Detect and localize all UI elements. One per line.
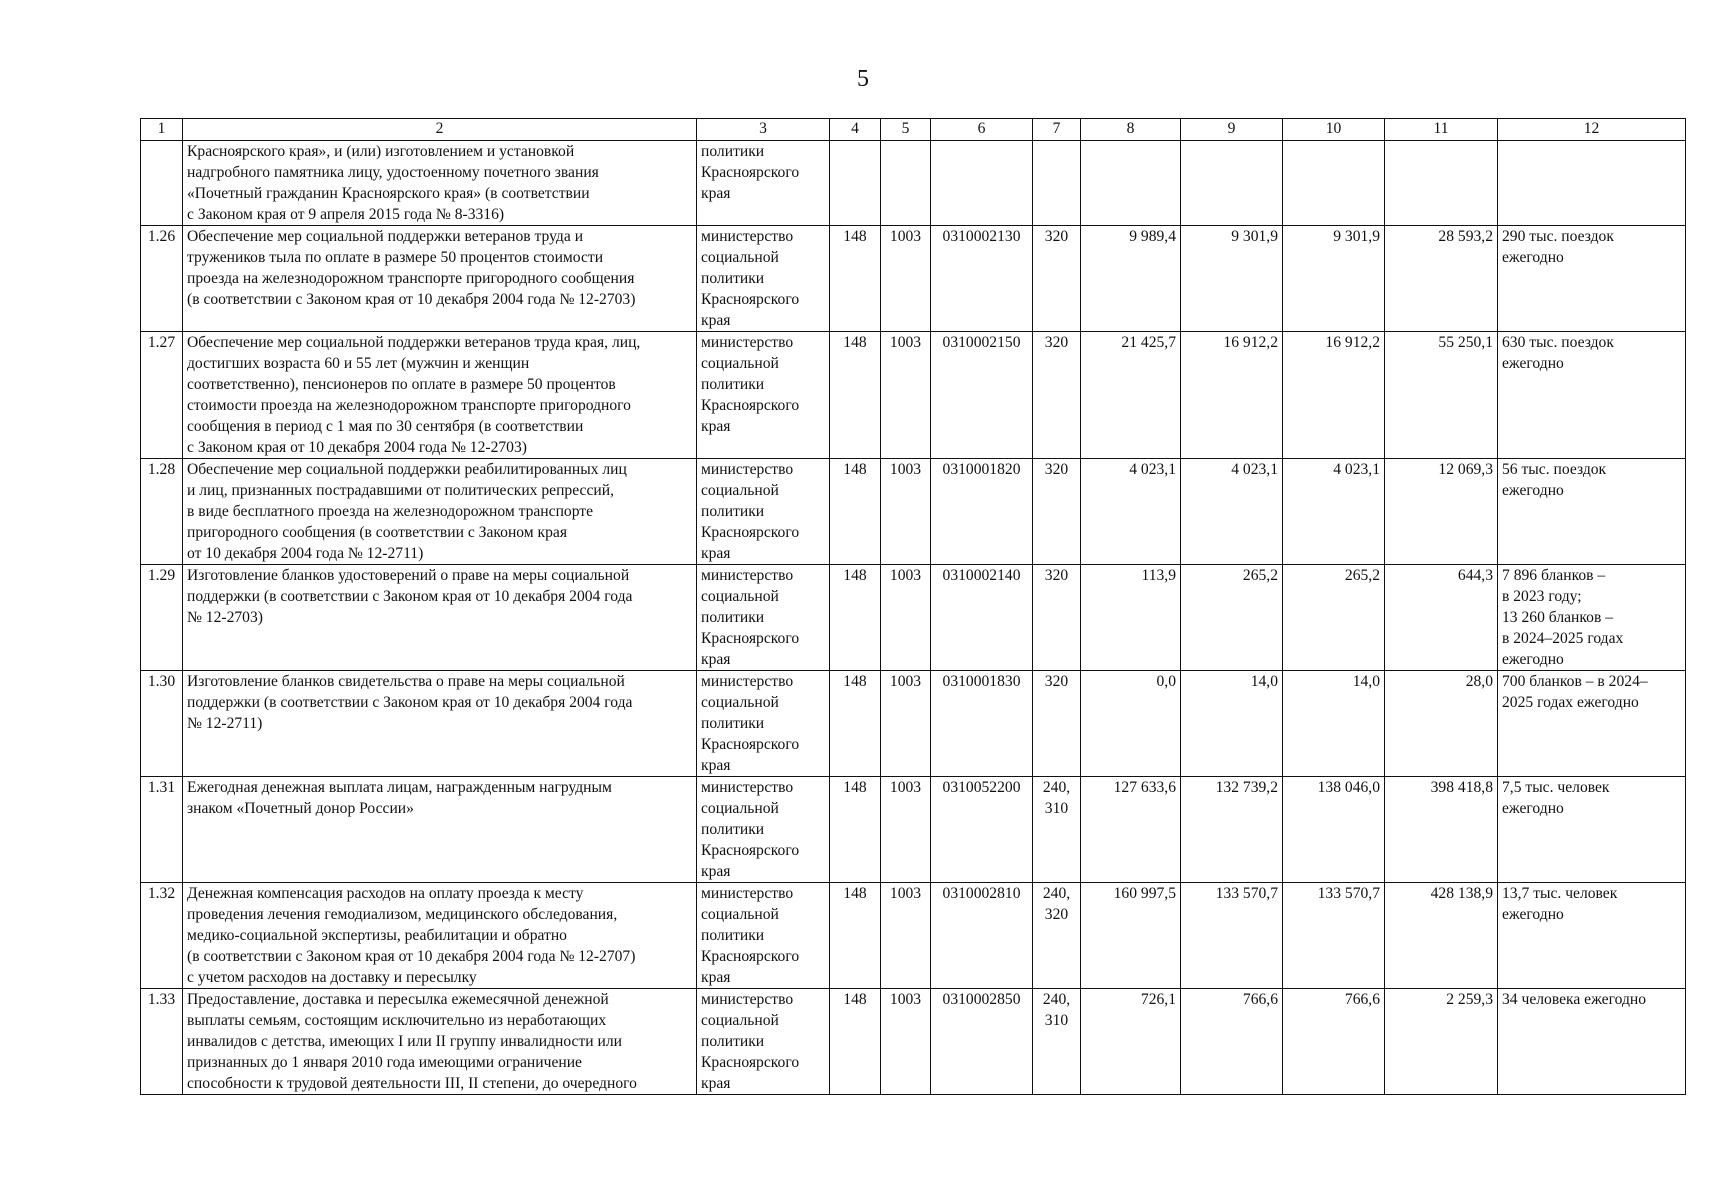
amount-2024: 132 739,2 [1181,777,1283,883]
responsible-org-line: политики [701,503,765,520]
measure-name-line: поддержки (в соответствии с Законом края от 10 декабря 2004 года [187,588,633,605]
code-target-article: 0310002150 [931,332,1033,459]
responsible-org-line: социальной [701,800,779,817]
amount-2023: 4 023,1 [1081,459,1181,565]
measure-name-line: с учетом расходов на доставку и пересылку [187,969,477,986]
code-expense-type [1033,459,1081,565]
responsible-org-line: края [701,312,731,329]
responsible-org-cell [697,883,830,989]
amount-2024: 16 912,2 [1181,332,1283,459]
measure-name-line: поддержки (в соответствии с Законом края от 10 декабря 2004 года [187,694,633,711]
measure-name-line: (в соответствии с Законом края от 10 декабря 2004 года № 12-2707) [187,948,636,965]
measure-name-line: Красноярского края», и (или) изготовлением и установкой [187,143,575,160]
code-expense-type [1033,671,1081,777]
measure-name-line: стоимости проезда на железнодорожном транспорте пригородного [187,397,631,414]
responsible-org-cell [697,459,830,565]
code-gad: 148 [830,989,881,1095]
responsible-org-line: министерство [701,228,794,245]
code-gad: 148 [830,332,881,459]
expected-result-cell [1498,459,1686,565]
code-section: 1003 [881,883,931,989]
measure-name-line: проезда на железнодорожном транспорте пригородного сообщения [187,270,635,287]
responsible-org-line: политики [701,821,765,838]
amount-2025: 766,6 [1283,989,1385,1095]
row-number: 1.30 [141,671,183,777]
amount-2023: 127 633,6 [1081,777,1181,883]
row-number: 1.26 [141,226,183,332]
column-number-5: 5 [881,119,931,141]
amount-2024 [1181,141,1283,226]
column-number-10: 10 [1283,119,1385,141]
amount-total: 398 418,8 [1385,777,1498,883]
amount-2023: 0,0 [1081,671,1181,777]
amount-2025: 4 023,1 [1283,459,1385,565]
expected-result-line: 700 бланков – в 2024– [1502,673,1648,690]
expense-type-line: 320 [1044,567,1069,584]
measure-name-line: от 10 декабря 2004 года № 12-2711) [187,545,424,562]
measure-name-line: Обеспечение мер социальной поддержки реабилитированных лиц [187,461,627,478]
expected-result-line: 290 тыс. поездок [1502,228,1614,245]
table-row [141,883,1686,989]
table-row [141,332,1686,459]
measure-name-cell [183,141,697,226]
amount-2024: 265,2 [1181,565,1283,671]
row-number: 1.31 [141,777,183,883]
measure-name-line: пригородного сообщения (в соответствии с Законом края [187,524,568,541]
responsible-org-line: Красноярского [701,164,800,181]
expense-type-line: 240, [1042,885,1071,902]
amount-2023: 9 989,4 [1081,226,1181,332]
code-expense-type [1033,332,1081,459]
code-target-article: 0310002850 [931,989,1033,1095]
amount-2023: 160 997,5 [1081,883,1181,989]
code-gad [830,141,881,226]
expected-result-line: 2025 годах ежегодно [1502,694,1639,711]
expected-result-cell [1498,777,1686,883]
expense-type-line: 320 [1044,228,1069,245]
responsible-org-line: министерство [701,885,794,902]
table-row [141,671,1686,777]
code-target-article: 0310001820 [931,459,1033,565]
amount-total: 55 250,1 [1385,332,1498,459]
column-number-6: 6 [931,119,1033,141]
amount-total [1385,141,1498,226]
expected-result-line: в 2023 году; [1502,588,1582,605]
code-section: 1003 [881,777,931,883]
measure-name-line: Денежная компенсация расходов на оплату проезда к месту [187,885,584,902]
responsible-org-line: Красноярского [701,524,800,541]
amount-2025: 133 570,7 [1283,883,1385,989]
expense-type-line: 320 [1044,334,1069,351]
measure-name-line: знаком «Почетный донор России» [187,800,414,817]
amount-2025: 265,2 [1283,565,1385,671]
page-number: 5 [857,66,869,92]
code-target-article: 0310002140 [931,565,1033,671]
responsible-org-line: социальной [701,588,779,605]
measure-name-line: в виде бесплатного проезда на железнодорожном транспорте [187,503,594,520]
table-row [141,989,1686,1095]
amount-2023 [1081,141,1181,226]
responsible-org-line: политики [701,143,765,160]
amount-2024: 14,0 [1181,671,1283,777]
measure-name-line: Изготовление бланков удостоверений о праве на меры социальной [187,567,630,584]
measure-name-line: сообщения в период с 1 мая по 30 сентября (в соответствии [187,418,584,435]
row-number: 1.28 [141,459,183,565]
amount-2025: 138 046,0 [1283,777,1385,883]
code-target-article: 0310002130 [931,226,1033,332]
measure-name-cell [183,989,697,1095]
measure-name-line: с Законом края от 9 апреля 2015 года № 8-3316) [187,206,505,223]
amount-total: 428 138,9 [1385,883,1498,989]
responsible-org-line: социальной [701,906,779,923]
measure-name-line: Обеспечение мер социальной поддержки ветеранов труда края, лиц, [187,334,641,351]
responsible-org-line: Красноярского [701,736,800,753]
code-gad: 148 [830,459,881,565]
table-body [141,141,1686,1095]
measure-name-line: тружеников тыла по оплате в размере 50 процентов стоимости [187,249,604,266]
responsible-org-line: политики [701,609,765,626]
responsible-org-line: социальной [701,1012,779,1029]
amount-2024: 4 023,1 [1181,459,1283,565]
responsible-org-cell [697,777,830,883]
responsible-org-cell [697,671,830,777]
amount-total: 2 259,3 [1385,989,1498,1095]
responsible-org-line: края [701,863,731,880]
responsible-org-line: края [701,545,731,562]
expected-result-cell [1498,565,1686,671]
responsible-org-cell [697,332,830,459]
measure-name-line: способности к трудовой деятельности III, II степени, до очередного [187,1075,637,1092]
measure-name-cell [183,777,697,883]
expected-result-line: 13 260 бланков – [1502,609,1614,626]
column-number-11: 11 [1385,119,1498,141]
responsible-org-line: политики [701,715,765,732]
column-number-row [141,119,1686,141]
code-expense-type [1033,777,1081,883]
responsible-org-line: края [701,418,731,435]
amount-2024: 133 570,7 [1181,883,1283,989]
expected-result-line: ежегодно [1502,249,1564,266]
expected-result-cell [1498,226,1686,332]
code-gad: 148 [830,671,881,777]
code-section: 1003 [881,459,931,565]
responsible-org-cell [697,989,830,1095]
expected-result-line: 13,7 тыс. человек [1502,885,1618,902]
code-gad: 148 [830,226,881,332]
measure-name-line: Предоставление, доставка и пересылка ежемесячной денежной [187,991,609,1008]
expected-result-line: ежегодно [1502,800,1564,817]
row-number: 1.32 [141,883,183,989]
amount-2025: 9 301,9 [1283,226,1385,332]
measure-name-cell [183,226,697,332]
measure-name-line: медико-социальной экспертизы, реабилитации и обратно [187,927,567,944]
amount-total: 12 069,3 [1385,459,1498,565]
responsible-org-line: министерство [701,673,794,690]
responsible-org-cell [697,141,830,226]
measure-name-line: инвалидов с детства, имеющих I или II группу инвалидности или [187,1033,623,1050]
expected-result-cell [1498,671,1686,777]
row-number: 1.27 [141,332,183,459]
code-expense-type [1033,226,1081,332]
measure-name-cell [183,459,697,565]
table-row [141,226,1686,332]
code-target-article: 0310001830 [931,671,1033,777]
expected-result-line: 630 тыс. поездок [1502,334,1614,351]
measure-name-line: соответственно), пенсионеров по оплате в размере 50 процентов [187,376,616,393]
expected-result-line: ежегодно [1502,355,1564,372]
expense-type-line: 310 [1044,800,1069,817]
amount-2024: 9 301,9 [1181,226,1283,332]
responsible-org-line: социальной [701,694,779,711]
code-target-article: 0310052200 [931,777,1033,883]
column-number-4: 4 [830,119,881,141]
column-number-8: 8 [1081,119,1181,141]
measure-name-line: признанных до 1 января 2010 года имеющими ограничение [187,1054,582,1071]
responsible-org-line: края [701,969,731,986]
amount-2023: 113,9 [1081,565,1181,671]
expected-result-line: 7,5 тыс. человек [1502,779,1610,796]
code-target-article: 0310002810 [931,883,1033,989]
responsible-org-line: края [701,757,731,774]
table-header [141,119,1686,141]
responsible-org-line: министерство [701,567,794,584]
code-gad: 148 [830,883,881,989]
expected-result-cell [1498,141,1686,226]
expected-result-line: 34 человека ежегодно [1502,991,1647,1008]
responsible-org-line: политики [701,376,765,393]
measure-name-line: проведения лечения гемодиализом, медицинского обследования, [187,906,618,923]
responsible-org-line: социальной [701,355,779,372]
code-expense-type [1033,141,1081,226]
column-number-7: 7 [1033,119,1081,141]
expense-type-line: 240, [1042,779,1071,796]
responsible-org-line: Красноярского [701,630,800,647]
expected-result-line: в 2024–2025 годах [1502,630,1624,647]
column-number-1: 1 [141,119,183,141]
measure-name-cell [183,565,697,671]
code-target-article [931,141,1033,226]
table-row [141,459,1686,565]
row-number [141,141,183,226]
measure-name-line: «Почетный гражданин Красноярского края» (в соответствии [187,185,590,202]
measure-name-line: № 12-2711) [187,715,263,732]
measure-name-line: Обеспечение мер социальной поддержки ветеранов труда и [187,228,584,245]
amount-total: 644,3 [1385,565,1498,671]
responsible-org-line: политики [701,927,765,944]
measure-name-line: № 12-2703) [187,609,263,626]
expected-result-line: ежегодно [1502,906,1564,923]
code-section: 1003 [881,226,931,332]
code-expense-type [1033,565,1081,671]
responsible-org-line: края [701,1075,731,1092]
column-number-2: 2 [183,119,697,141]
expense-type-line: 320 [1044,906,1069,923]
row-number: 1.29 [141,565,183,671]
code-section: 1003 [881,332,931,459]
expense-type-line: 320 [1044,673,1069,690]
program-table [140,118,1686,1095]
table-row [141,777,1686,883]
expected-result-cell [1498,332,1686,459]
responsible-org-cell [697,226,830,332]
column-number-9: 9 [1181,119,1283,141]
responsible-org-line: Красноярского [701,1054,800,1071]
code-section: 1003 [881,989,931,1095]
measure-name-line: выплаты семьям, состоящим исключительно из неработающих [187,1012,607,1029]
responsible-org-line: края [701,185,731,202]
measure-name-cell [183,332,697,459]
responsible-org-line: края [701,651,731,668]
responsible-org-line: Красноярского [701,291,800,308]
code-gad: 148 [830,777,881,883]
expected-result-line: ежегодно [1502,482,1564,499]
code-section: 1003 [881,565,931,671]
expected-result-cell [1498,883,1686,989]
column-number-3: 3 [697,119,830,141]
responsible-org-line: министерство [701,779,794,796]
measure-name-cell [183,883,697,989]
measure-name-line: (в соответствии с Законом края от 10 декабря 2004 года № 12-2703) [187,291,636,308]
measure-name-line: с Законом края от 10 декабря 2004 года № 12-2703) [187,439,527,456]
measure-name-line: надгробного памятника лицу, удостоенному почетного звания [187,164,599,181]
responsible-org-cell [697,565,830,671]
responsible-org-line: министерство [701,461,794,478]
amount-2025: 16 912,2 [1283,332,1385,459]
code-gad: 148 [830,565,881,671]
expense-type-line: 240, [1042,991,1071,1008]
table-row [141,565,1686,671]
code-section: 1003 [881,671,931,777]
expense-type-line: 320 [1044,461,1069,478]
measure-name-line: Ежегодная денежная выплата лицам, награжденным нагрудным [187,779,612,796]
measure-name-cell [183,671,697,777]
responsible-org-line: Красноярского [701,948,800,965]
amount-2025 [1283,141,1385,226]
measure-name-line: достигших возраста 60 и 55 лет (мужчин и женщин [187,355,530,372]
expense-type-line: 310 [1044,1012,1069,1029]
amount-total: 28 593,2 [1385,226,1498,332]
responsible-org-line: социальной [701,482,779,499]
code-expense-type [1033,883,1081,989]
amount-2024: 766,6 [1181,989,1283,1095]
code-section [881,141,931,226]
responsible-org-line: политики [701,1033,765,1050]
responsible-org-line: Красноярского [701,397,800,414]
responsible-org-line: политики [701,270,765,287]
responsible-org-line: социальной [701,249,779,266]
code-expense-type [1033,989,1081,1095]
amount-total: 28,0 [1385,671,1498,777]
measure-name-line: и лиц, признанных пострадавшими от политических репрессий, [187,482,614,499]
responsible-org-line: Красноярского [701,842,800,859]
responsible-org-line: министерство [701,991,794,1008]
table-row [141,141,1686,226]
expected-result-line: ежегодно [1502,651,1564,668]
column-number-12: 12 [1498,119,1686,141]
expected-result-line: 7 896 бланков – [1502,567,1606,584]
amount-2023: 21 425,7 [1081,332,1181,459]
expected-result-line: 56 тыс. поездок [1502,461,1607,478]
expected-result-cell [1498,989,1686,1095]
amount-2023: 726,1 [1081,989,1181,1095]
amount-2025: 14,0 [1283,671,1385,777]
responsible-org-line: министерство [701,334,794,351]
measure-name-line: Изготовление бланков свидетельства о праве на меры социальной [187,673,625,690]
row-number: 1.33 [141,989,183,1095]
